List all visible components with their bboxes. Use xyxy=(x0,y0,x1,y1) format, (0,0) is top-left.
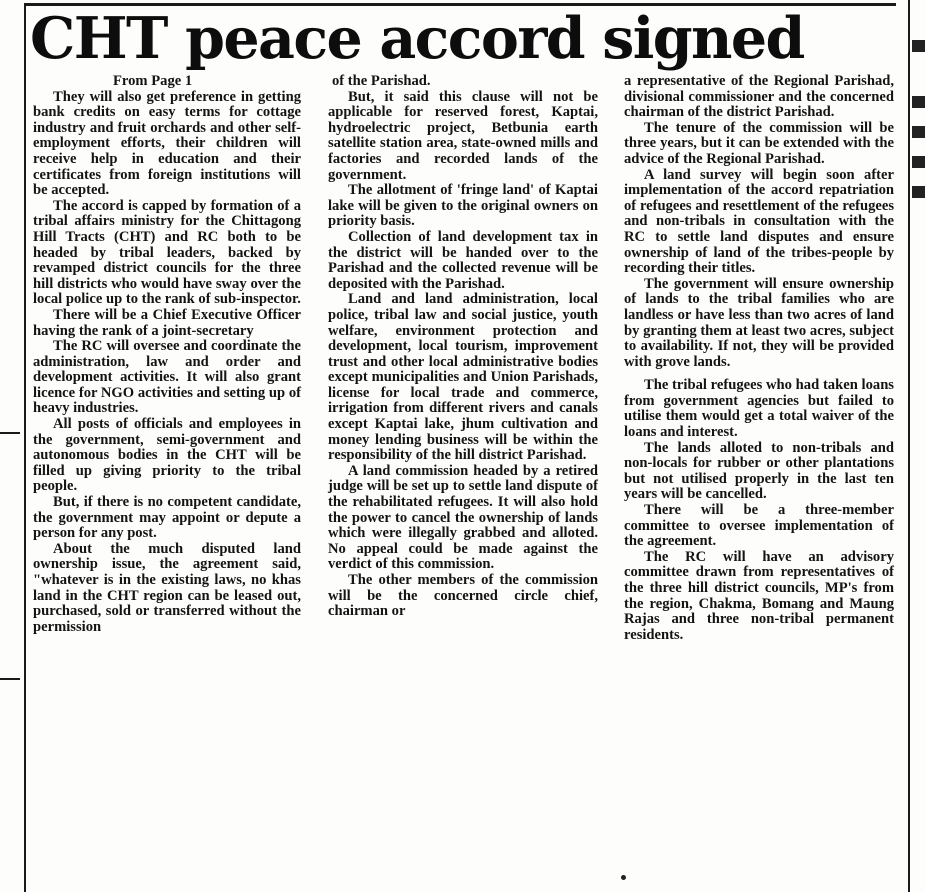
end-of-article-dot xyxy=(621,875,626,880)
dateline: From Page 1 xyxy=(113,73,193,89)
article-column-2 xyxy=(328,74,598,620)
paragraph: There will be a Chief Executive Officer having the rank of a joint-secretary xyxy=(33,306,301,339)
paragraph: All posts of officials and employees in the government, semi-government and autonomous bodies in the CHT will be filled up giving priority to the tribal people. xyxy=(33,416,301,495)
paragraph: They will also get preference in getting bank credits on easy terms for cottage industry and fruit orchards and other self-employment efforts, their children will receive help in education and their certificates from foreign institutions will be accepted. xyxy=(33,88,301,199)
paragraph: The accord is capped by formation of a tribal affairs ministry for the Chittagong Hill Tracts (CHT) and RC both to be headed by tribal leaders, backed by revamped district councils for the three hill districts who would have sway over the local police up to the rank of sub-inspector. xyxy=(33,197,301,308)
adjacent-column-rule xyxy=(0,678,20,680)
article-column-1 xyxy=(33,74,301,635)
paragraph: Land and land administration, local police, tribal law and social justice, youth welfare, environment protection and development, local tourism, improvement trust and other local administrative bodies except municipalities and Union Parishads, license for local trade and commerce, irrigation from different rivers and canals except Kaptai lake, jhum cultivation and money lending business will be within the responsibility of the hill district Parishad. xyxy=(328,291,598,464)
adjacent-article-fragment xyxy=(912,186,925,198)
adjacent-article-fragment xyxy=(912,40,925,52)
paragraph: The RC will have an advisory committee drawn from representatives of the three hill district councils, MP's from the region, Chakma, Bomang and Maung Rajas and three non-tribal permanent residents. xyxy=(624,548,894,643)
paragraph: The lands alloted to non-tribals and non-locals for rubber or other plantations but not utilised properly in the last ten years will be cancelled. xyxy=(624,439,894,503)
paragraph: Collection of land development tax in the district will be handed over to the Parishad and the collected revenue will be deposited with the Parishad. xyxy=(328,228,598,292)
paragraph: of the Parishad. xyxy=(332,73,431,89)
paragraph: The tribal refugees who had taken loans from government agencies but failed to utilise them would get a total waiver of the loans and interest. xyxy=(624,377,894,441)
paragraph: The other members of the commission will be the concerned circle chief, chairman or xyxy=(328,572,598,620)
paragraph: About the much disputed land ownership issue, the agreement said, "whatever is in the existing laws, no khas land in the CHT region can be leased out, purchased, sold or transferred without the permission xyxy=(33,540,301,635)
article-column-3 xyxy=(624,74,894,643)
left-border-rule xyxy=(24,3,26,892)
paragraph: But, it said this clause will not be applicable for reserved forest, Kaptai, hydroelectric project, Betbunia earth satellite station area, state-owned mills and factories and recorded lands of the government. xyxy=(328,88,598,183)
paragraph: The tenure of the commission will be three years, but it can be extended with the advice of the Regional Parishad. xyxy=(624,119,894,167)
paragraph: The RC will oversee and coordinate the administration, law and order and development activities. It will also grant licence for NGO activities and setting up of heavy industries. xyxy=(33,338,301,417)
paragraph: A land survey will begin soon after implementation of the accord repatriation of refugees and resettlement of the refugees and non-tribals in consultation with the RC to settle land disputes and ensure ownership of land of the tribes-people by recording their titles. xyxy=(624,166,894,277)
paragraph: The government will ensure ownership of lands to the tribal families who are landless or have less than two acres of land by granting them at least two acres, subject to availability. If not, they will be provided with grove lands. xyxy=(624,275,894,370)
headline: CHT peace accord signed xyxy=(30,5,804,72)
adjacent-article-fragment xyxy=(912,96,925,108)
adjacent-article-fragment xyxy=(912,126,925,138)
adjacent-article-fragment xyxy=(912,156,925,168)
adjacent-column-rule xyxy=(0,432,20,434)
paragraph: There will be a three-member committee to oversee implementation of the agreement. xyxy=(624,502,894,550)
right-border-rule xyxy=(908,0,910,892)
paragraph: A land commission headed by a retired judge will be set up to settle land dispute of the rehabilitated refugees. It will also hold the power to cancel the ownership of lands which were illegally grabbed and alloted. No appeal could be made against the verdict of this commission. xyxy=(328,462,598,573)
paragraph: But, if there is no competent candidate, the government may appoint or depute a person for any post. xyxy=(33,494,301,542)
paragraph: a representative of the Regional Parishad, divisional commissioner and the concerned chairman of the district Parishad. xyxy=(624,73,894,121)
paragraph: The allotment of 'fringe land' of Kaptai lake will be given to the original owners on priority basis. xyxy=(328,182,598,230)
